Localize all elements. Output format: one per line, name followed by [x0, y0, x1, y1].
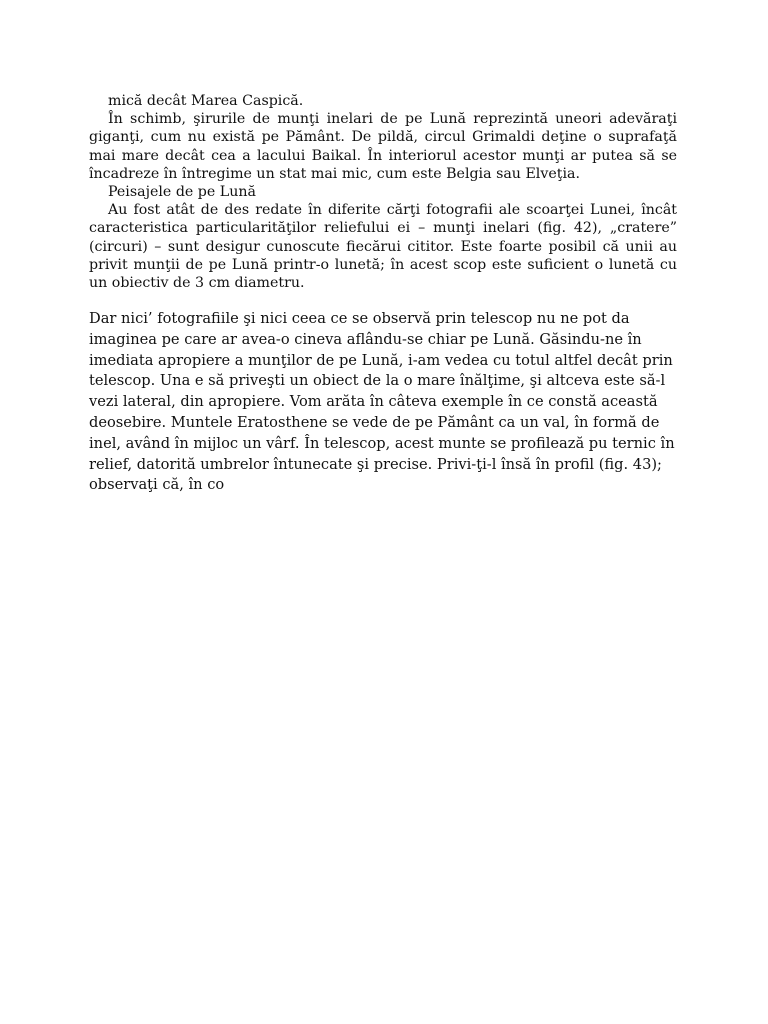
paragraph-eratosthenes: Dar nici’ fotografiile şi nici ceea ce se observă prin telescop nu ne pot da imaginea pe care ar avea-o cineva aflându-se chiar pe Lună. Găsindu-ne în imediata apropiere a munţilor de pe Lună, i-am vedea cu totul altfel decât prin telescop. Una e să priveşti un obiect de la o mare înălţime, şi altceva este să-l vezi lateral, din apropiere. Vom arăta în câteva exemple în ce constă această deosebire. Muntele Eratosthene se vede de pe Pământ ca un val, în formă de inel, având în mijloc un vârf. În telescop, acest munte se profilează pu ternic în relief, datorită umbrelor întunecate şi precise. Privi-ţi-l însă în profil (fig. 43); observaţi că, în co [89, 310, 675, 494]
paragraph-giant-mountains: În schimb, şirurile de munţi inelari de pe Lună reprezintă uneori adevăraţi giganţi, cum nu există pe Pământ. De pildă, circul Grimaldi deţine o suprafaţă mai mare decât cea a lacului Baikal. În interiorul acestor munţi ar putea să se încadreze în întregime un stat mai mic, cum este Belgia sau Elveţia. [89, 111, 677, 182]
paragraph-continuation: mică decât Marea Caspică. [108, 93, 304, 109]
justified-text-section [89, 92, 677, 292]
ragged-text-section [89, 309, 677, 496]
paragraph-lunar-photographs: Au fost atât de des redate în diferite cărţi fotografii ale scoarţei Lunei, încât caracteristica particularităţilor reliefului ei – munţi inelari (fig. 42), „cratere” (circuri) – sunt desigur cunoscute fiecărui cititor. Este foarte posibil că unii au privit munţii de pe Lună printr-o lunetă; în acest scop este suficient o lunetă cu un obiectiv de 3 cm diametru. [89, 202, 677, 292]
section-heading: Peisajele de pe Lună [108, 184, 256, 201]
